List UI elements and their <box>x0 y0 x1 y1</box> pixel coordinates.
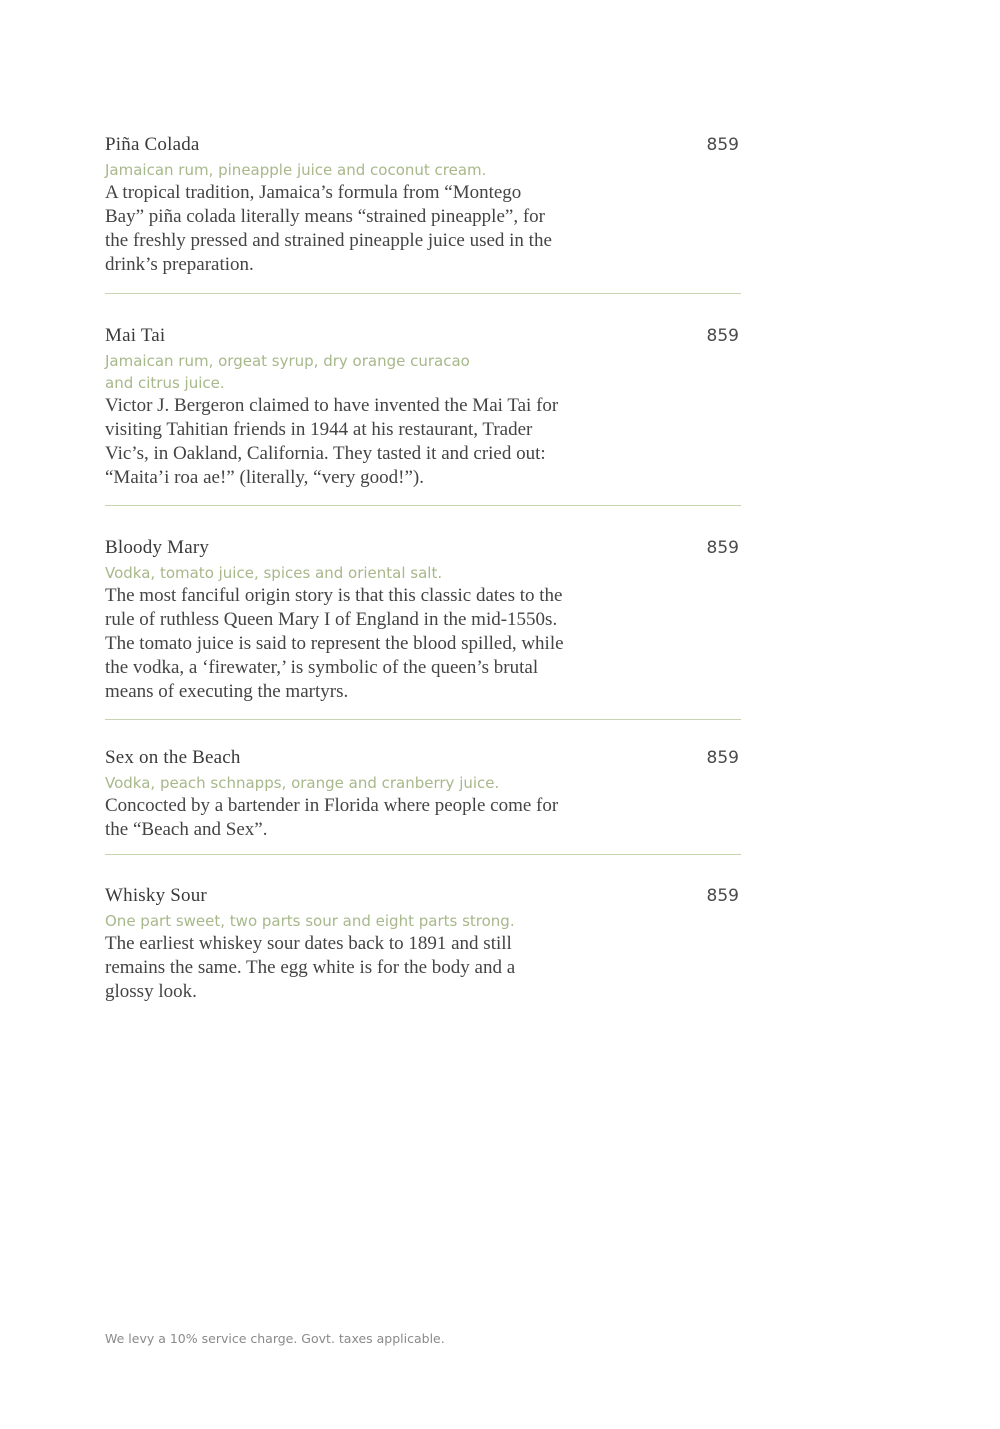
menu-item-price: 859 <box>706 886 739 906</box>
menu-item-description: The most fanciful origin story is that this classic dates to the rule of ruthless Queen Mary I of England in the mid-1550s. The tomato juice is said to represent the blood spilled, while the vodka, a ‘firewater,’ is symbolic of the queen’s brutal means of executing the martyrs. <box>105 585 564 702</box>
menu-item-header <box>105 324 741 350</box>
menu-item-whisky-sour <box>105 884 741 1004</box>
menu-item-name: Whisky Sour <box>105 885 207 906</box>
menu-item-ingredients: Jamaican rum, orgeat syrup, dry orange curacao and citrus juice. <box>105 352 470 392</box>
menu-item-header <box>105 746 741 772</box>
menu-item-price: 859 <box>706 326 739 346</box>
menu-item-ingredients: One part sweet, two parts sour and eight parts strong. <box>105 912 515 930</box>
menu-item-name: Piña Colada <box>105 134 200 155</box>
menu-item-header <box>105 536 741 562</box>
menu-item-description: The earliest whiskey sour dates back to 1891 and still remains the same. The egg white is for the body and a glossy look. <box>105 933 516 1002</box>
menu-item-header <box>105 884 741 910</box>
menu-item-ingredients: Jamaican rum, pineapple juice and coconut cream. <box>105 161 487 179</box>
menu-item-ingredients: Vodka, peach schnapps, orange and cranberry juice. <box>105 774 500 792</box>
menu-item-price: 859 <box>706 748 739 768</box>
menu-item-name: Mai Tai <box>105 325 166 346</box>
menu-item-header <box>105 133 741 159</box>
menu-item-mai-tai <box>105 324 741 490</box>
divider <box>105 505 741 506</box>
menu-item-ingredients: Vodka, tomato juice, spices and oriental salt. <box>105 564 443 582</box>
divider <box>105 854 741 855</box>
menu-item-sex-on-the-beach <box>105 746 741 842</box>
menu-item-description: Concocted by a bartender in Florida where people come for the “Beach and Sex”. <box>105 795 559 840</box>
menu-item-price: 859 <box>706 538 739 558</box>
divider <box>105 293 741 294</box>
menu-item-description: Victor J. Bergeron claimed to have invented the Mai Tai for visiting Tahitian friends in 1944 at his restaurant, Trader Vic’s, in Oakland, California. They tasted it and cried out: “Maita’i roa ae!” (literally, “very good!”). <box>105 395 559 488</box>
menu-item-description: A tropical tradition, Jamaica’s formula from “Montego Bay” piña colada literally means “strained pineapple”, for the freshly pressed and strained pineapple juice used in the drink’s preparation. <box>105 182 552 275</box>
divider <box>105 719 741 720</box>
menu-item-name: Bloody Mary <box>105 537 210 558</box>
menu-item-bloody-mary <box>105 536 741 704</box>
menu-item-name: Sex on the Beach <box>105 747 241 768</box>
footer-note: We levy a 10% service charge. Govt. taxes applicable. <box>105 1331 445 1346</box>
menu-item-pina-colada <box>105 133 741 277</box>
menu-item-price: 859 <box>706 135 739 155</box>
